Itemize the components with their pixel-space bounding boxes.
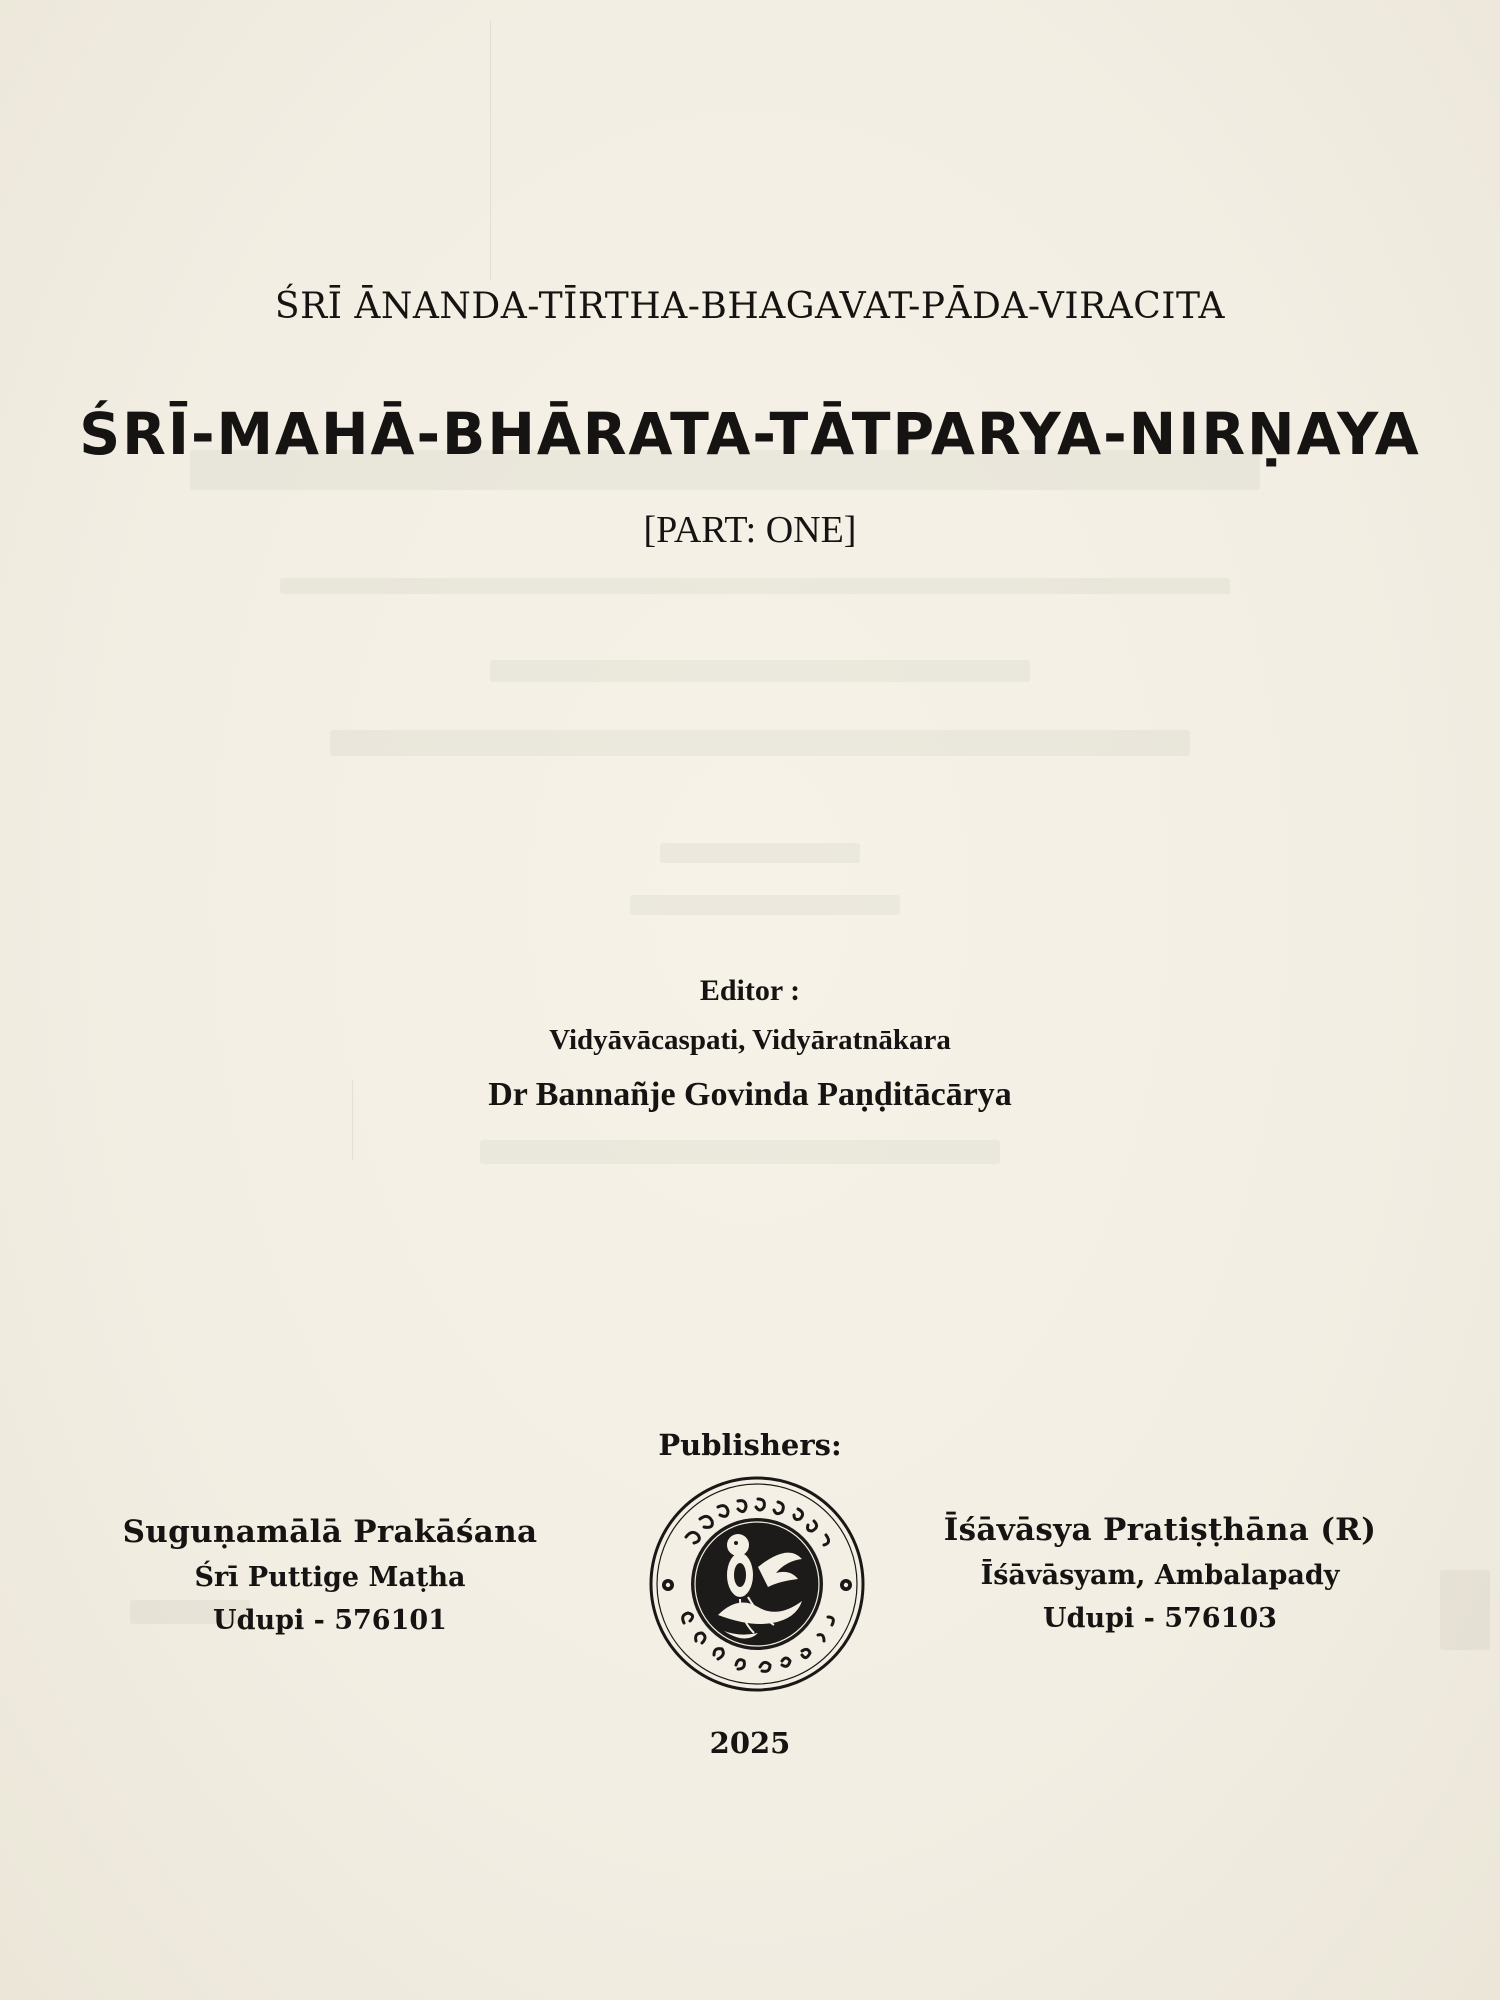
bleed-through-line xyxy=(280,578,1230,594)
publisher-left-line1: Śrī Puttige Maṭha xyxy=(194,1562,466,1593)
publisher-right-line2: Udupi - 576103 xyxy=(1043,1603,1277,1634)
bleed-through-line xyxy=(1440,1570,1490,1650)
editor-name: Dr Bannañje Govinda Paṇḍitācārya xyxy=(488,1076,1012,1113)
supertitle: ŚRĪ ĀNANDA-TĪRTHA-BHAGAVAT-PĀDA-VIRACITA xyxy=(274,286,1226,327)
book-title: ŚRĪ-MAHĀ-BHĀRATA-TĀTPARYA-NIRṆAYA xyxy=(79,400,1421,468)
part-label: [PART: ONE] xyxy=(643,509,857,551)
paper-crease xyxy=(490,20,491,280)
publisher-seal-icon xyxy=(648,1475,866,1693)
bleed-through-line xyxy=(480,1140,1000,1164)
bleed-through-line xyxy=(330,730,1190,756)
editor-label: Editor : xyxy=(699,974,801,1007)
editor-titles: Vidyāvācaspati, Vidyāratnākara xyxy=(549,1024,951,1056)
publisher-left xyxy=(110,1514,550,1648)
publisher-left-name: Suguṇamālā Prakāśana xyxy=(122,1514,538,1550)
publisher-right-name: Īśāvāsya Pratiṣṭhāna (R) xyxy=(943,1512,1377,1548)
publisher-right xyxy=(930,1512,1390,1646)
publication-year: 2025 xyxy=(709,1726,791,1760)
publisher-left-line2: Udupi - 576101 xyxy=(213,1605,447,1636)
publisher-right-line1: Īśāvāsyam, Ambalapady xyxy=(980,1560,1340,1591)
publishers-label: Publishers: xyxy=(658,1428,842,1462)
bleed-through-line xyxy=(630,895,900,915)
bleed-through-line xyxy=(490,660,1030,682)
bleed-through-line xyxy=(660,843,860,863)
